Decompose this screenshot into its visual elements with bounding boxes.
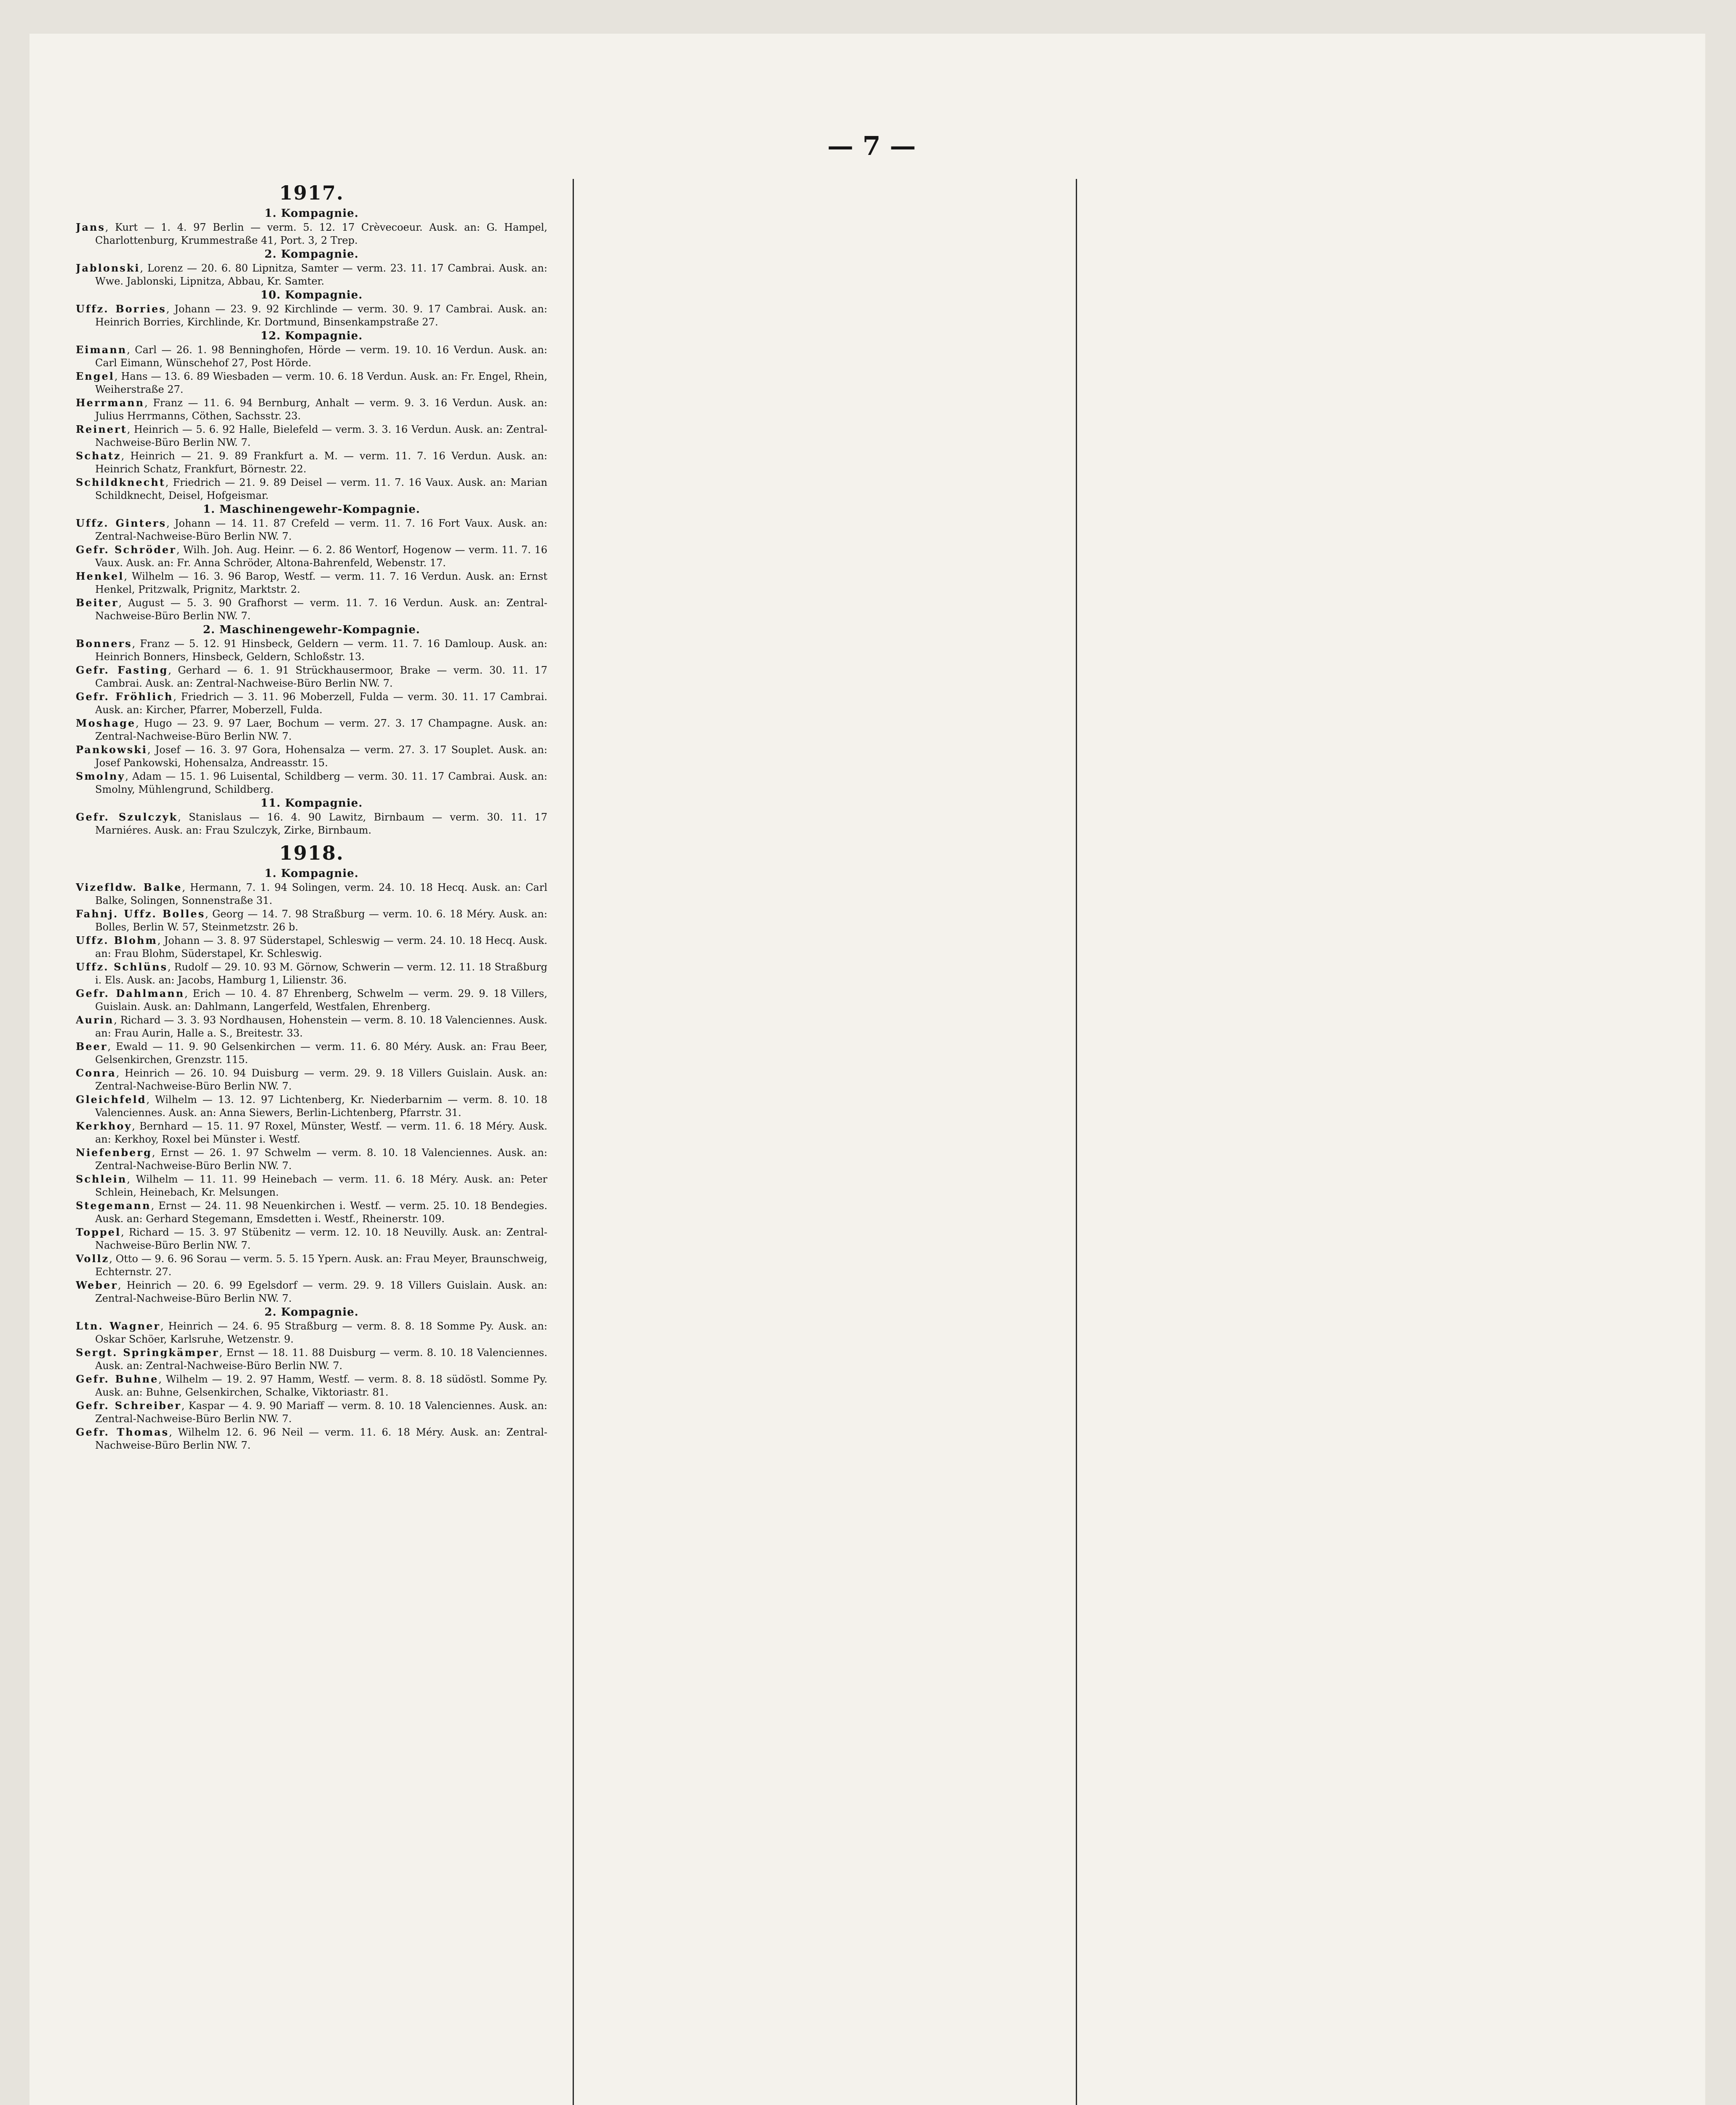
entry-details: , Franz — 11. 6. 94 Bernburg, Anhalt — verm. 9. 3. 16 Verdun. Ausk. an: Julius Herrmanns, Cöthen, Sachsstr. 23. — [95, 397, 547, 422]
entry-details: , Wilhelm — 19. 2. 97 Hamm, Westf. — verm. 8. 8. 18 südöstl. Somme Py. Ausk. an: Buhne, Gelsenkirchen, Schalke, Viktoriastr. 81. — [95, 1373, 547, 1398]
casualty-entry — [76, 1199, 547, 1226]
entry-details: , Richard — 15. 3. 97 Stübenitz — verm. 12. 10. 18 Neuvilly. Ausk. an: Zentral-Nachweise-Büro Berlin NW. 7. — [95, 1226, 547, 1251]
entry-name: Gefr. Schröder — [76, 544, 176, 556]
entry-details: , Wilhelm — 16. 3. 96 Barop, Westf. — verm. 11. 7. 16 Verdun. Ausk. an: Ernst Henkel, Pritzwalk, Prignitz, Marktstr. 2. — [95, 570, 547, 595]
entry-name: Jans — [76, 221, 105, 233]
entry-details: , Erich — 10. 4. 87 Ehrenberg, Schwelm — verm. 29. 9. 18 Villers, Guislain. Ausk. an: Dahlmann, Langerfeld, Westfalen, Ehrenberg. — [95, 988, 547, 1013]
casualty-entry — [76, 1252, 547, 1279]
entry-name: Gefr. Thomas — [76, 1426, 169, 1438]
company-heading: 10. Kompagnie. — [260, 289, 363, 301]
entry-name: Weber — [76, 1279, 118, 1291]
company-heading: 1. Maschinengewehr-Kompagnie. — [203, 503, 420, 516]
company-heading: 11. Kompagnie. — [260, 797, 363, 810]
casualty-entry — [76, 370, 547, 396]
entry-details: , Friedrich — 3. 11. 96 Moberzell, Fulda — verm. 30. 11. 17 Cambrai. Ausk. an: Kircher, Pfarrer, Moberzell, Fulda. — [95, 691, 547, 716]
casualty-entry — [76, 449, 547, 476]
entry-name: Aurin — [76, 1014, 114, 1026]
casualty-entry — [76, 517, 547, 543]
entry-details: , Wilh. Joh. Aug. Heinr. — 6. 2. 86 Wentorf, Hogenow — verm. 11. 7. 16 Vaux. Ausk. an: Fr. Anna Schröder, Altona-Bahrenfeld, Webenstr. 17. — [95, 544, 547, 569]
entry-details: , Stanislaus — 16. 4. 90 Lawitz, Birnbaum — verm. 30. 11. 17 Marniéres. Ausk. an: Frau Szulczyk, Zirke, Birnbaum. — [95, 811, 547, 836]
casualty-entry — [76, 1093, 547, 1119]
page-number: — 7 — — [827, 131, 916, 161]
casualty-entry — [76, 1372, 547, 1399]
entry-name: Vizefldw. Balke — [76, 881, 182, 893]
casualty-entry — [76, 570, 547, 596]
entry-details: , Friedrich — 21. 9. 89 Deisel — verm. 11. 7. 16 Vaux. Ausk. an: Marian Schildknecht, Deisel, Hofgeismar. — [95, 477, 547, 501]
casualty-entry — [76, 423, 547, 449]
entry-details: , Ewald — 11. 9. 90 Gelsenkirchen — verm. 11. 6. 80 Méry. Ausk. an: Frau Beer, Gelsenkirchen, Grenzstr. 115. — [95, 1041, 547, 1066]
entry-name: Ltn. Wagner — [76, 1320, 160, 1332]
entry-name: Eimann — [76, 344, 127, 356]
company-heading: 2. Kompagnie. — [264, 1306, 359, 1319]
casualty-entry — [76, 987, 547, 1013]
casualty-entry — [76, 770, 547, 796]
entry-name: Schlein — [76, 1173, 127, 1185]
entry-name: Pankowski — [76, 743, 147, 756]
entry-details: , Heinrich — 20. 6. 99 Egelsdorf — verm. 29. 9. 18 Villers Guislain. Ausk. an: Zentral-Nachweise-Büro Berlin NW. 7. — [95, 1279, 547, 1304]
entry-details: , Heinrich — 24. 6. 95 Straßburg — verm. 8. 8. 18 Somme Py. Ausk. an: Oskar Schöer, Karlsruhe, Wetzenstr. 9. — [95, 1320, 547, 1345]
entry-name: Gleichfeld — [76, 1093, 147, 1106]
entry-name: Vollz — [76, 1252, 109, 1265]
entry-name: Conra — [76, 1067, 116, 1079]
entry-details: , Wilhelm — 13. 12. 97 Lichtenberg, Kr. Niederbarnim — verm. 8. 10. 18 Valenciennes. Ausk. an: Anna Siewers, Berlin-Lichtenberg, Pfarrstr. 31. — [95, 1094, 547, 1119]
column-1 — [76, 177, 547, 2105]
casualty-entry — [76, 1066, 547, 1093]
newspaper-page — [29, 34, 1705, 2105]
casualty-entry — [76, 1040, 547, 1066]
entry-details: , Wilhelm — 11. 11. 99 Heinebach — verm. 11. 6. 18 Méry. Ausk. an: Peter Schlein, Heinebach, Kr. Melsungen. — [95, 1173, 547, 1198]
casualty-entry — [76, 596, 547, 623]
casualty-entry — [76, 637, 547, 663]
casualty-entry — [76, 960, 547, 987]
casualty-entry — [76, 543, 547, 570]
casualty-entry — [76, 302, 547, 329]
entry-details: , Otto — 9. 6. 96 Sorau — verm. 5. 5. 15 Ypern. Ausk. an: Frau Meyer, Braunschweig, Echternstr. 27. — [95, 1253, 547, 1278]
casualty-entry — [76, 261, 547, 288]
casualty-entry — [76, 690, 547, 717]
entry-name: Gefr. Dahlmann — [76, 987, 185, 999]
company-heading: 2. Kompagnie. — [264, 248, 359, 261]
entry-name: Smolny — [76, 770, 125, 782]
casualty-entry — [76, 343, 547, 370]
company-heading: 1. Kompagnie. — [264, 207, 359, 220]
entry-details: , Hermann, 7. 1. 94 Solingen, verm. 24. 10. 18 Hecq. Ausk. an: Carl Balke, Solingen, Sonnenstraße 31. — [95, 882, 547, 906]
entry-details: , Lorenz — 20. 6. 80 Lipnitza, Samter — verm. 23. 11. 17 Cambrai. Ausk. an: Wwe. Jablonski, Lipnitza, Abbau, Kr. Samter. — [95, 262, 547, 287]
casualty-entry — [76, 1399, 547, 1426]
entry-name: Jablonski — [76, 262, 140, 274]
casualty-entry — [76, 396, 547, 423]
entry-name: Beer — [76, 1040, 108, 1052]
entry-name: Toppel — [76, 1226, 121, 1238]
entry-details: , Bernhard — 15. 11. 97 Roxel, Münster, Westf. — verm. 11. 6. 18 Méry. Ausk. an: Kerkhoy, Roxel bei Münster i. Westf. — [95, 1120, 547, 1145]
entry-name: Niefenberg — [76, 1146, 152, 1159]
casualty-entry — [76, 743, 547, 770]
entry-details: , Franz — 5. 12. 91 Hinsbeck, Geldern — verm. 11. 7. 16 Damloup. Ausk. an: Heinrich Bonners, Hinsbeck, Geldern, Schloßstr. 13. — [95, 638, 547, 663]
entry-name: Uffz. Borries — [76, 303, 166, 315]
entry-details: , Gerhard — 6. 1. 91 Strückhausermoor, Brake — verm. 30. 11. 17 Cambrai. Ausk. an: Zentral-Nachweise-Büro Berlin NW. 7. — [95, 664, 547, 689]
entry-details: , Johann — 23. 9. 92 Kirchlinde — verm. 30. 9. 17 Cambrai. Ausk. an: Heinrich Borries, Kirchlinde, Kr. Dortmund, Binsenkampstraße 27. — [95, 303, 547, 328]
entry-name: Sergt. Springkämper — [76, 1346, 219, 1359]
entry-name: Engel — [76, 370, 115, 382]
entry-details: , Georg — 14. 7. 98 Straßburg — verm. 10. 6. 18 Méry. Ausk. an: Bolles, Berlin W. 57, Steinmetzstr. 26 b. — [95, 908, 547, 933]
entry-name: Schildknecht — [76, 476, 165, 488]
entry-name: Bonners — [76, 637, 132, 650]
entry-details: , Carl — 26. 1. 98 Benninghofen, Hörde — verm. 19. 10. 16 Verdun. Ausk. an: Carl Eimann, Wünschehof 27, Post Hörde. — [95, 344, 547, 369]
entry-name: Henkel — [76, 570, 124, 582]
casualty-entry — [76, 663, 547, 690]
casualty-entry — [76, 221, 547, 247]
entry-name: Gefr. Szulczyk — [76, 811, 178, 823]
casualty-entry — [76, 1226, 547, 1252]
entry-name: Uffz. Schlüns — [76, 961, 168, 973]
entry-details: , Ernst — 18. 11. 88 Duisburg — verm. 8. 10. 18 Valenciennes. Ausk. an: Zentral-Nachweise-Büro Berlin NW. 7. — [95, 1347, 547, 1372]
entry-name: Uffz. Ginters — [76, 517, 167, 529]
entry-details: , Adam — 15. 1. 96 Luisental, Schildberg — verm. 30. 11. 17 Cambrai. Ausk. an: Smolny, Mühlengrund, Schildberg. — [95, 770, 547, 795]
casualty-entry — [76, 476, 547, 502]
casualty-entry — [76, 810, 547, 837]
entry-name: Uffz. Blohm — [76, 934, 157, 946]
entry-details: , Heinrich — 26. 10. 94 Duisburg — verm. 29. 9. 18 Villers Guislain. Ausk. an: Zentral-Nachweise-Büro Berlin NW. 7. — [95, 1067, 547, 1092]
entry-name: Kerkhoy — [76, 1120, 132, 1132]
entry-name: Beiter — [76, 597, 119, 609]
casualty-entry — [76, 1119, 547, 1146]
entry-details: , Wilhelm 12. 6. 96 Neil — verm. 11. 6. 18 Méry. Ausk. an: Zentral-Nachweise-Büro Berlin NW. 7. — [95, 1426, 547, 1451]
casualty-entry — [76, 907, 547, 934]
company-heading: 2. Maschinengewehr-Kompagnie. — [203, 624, 420, 636]
entry-name: Gefr. Buhne — [76, 1373, 159, 1385]
entry-details: , August — 5. 3. 90 Grafhorst — verm. 11. 7. 16 Verdun. Ausk. an: Zentral-Nachweise-Büro Berlin NW. 7. — [95, 597, 547, 622]
casualty-entry — [76, 1013, 547, 1040]
year-heading: 1917. — [279, 181, 344, 204]
entry-details: , Kurt — 1. 4. 97 Berlin — verm. 5. 12. 17 Crèvecoeur. Ausk. an: G. Hampel, Charlottenburg, Krummestraße 41, Port. 3, 2 Trep. — [95, 221, 547, 246]
entry-name: Schatz — [76, 450, 121, 462]
column-divider — [573, 179, 574, 2105]
entry-details: , Rudolf — 29. 10. 93 M. Görnow, Schwerin — verm. 12. 11. 18 Straßburg i. Els. Ausk. an: Jacobs, Hamburg 1, Lilienstr. 36. — [95, 961, 547, 986]
entry-details: , Hugo — 23. 9. 97 Laer, Bochum — verm. 27. 3. 17 Champagne. Ausk. an: Zentral-Nachweise-Büro Berlin NW. 7. — [95, 717, 547, 742]
entry-details: , Heinrich — 5. 6. 92 Halle, Bielefeld — verm. 3. 3. 16 Verdun. Ausk. an: Zentral-Nachweise-Büro Berlin NW. 7. — [95, 424, 547, 448]
casualty-entry — [76, 1279, 547, 1305]
entry-details: , Hans — 13. 6. 89 Wiesbaden — verm. 10. 6. 18 Verdun. Ausk. an: Fr. Engel, Rhein, Weiherstraße 27. — [95, 370, 547, 395]
casualty-entry — [76, 1319, 547, 1346]
casualty-entry — [76, 934, 547, 960]
entry-details: , Johann — 14. 11. 87 Crefeld — verm. 11. 7. 16 Fort Vaux. Ausk. an: Zentral-Nachweise-Büro Berlin NW. 7. — [95, 517, 547, 542]
casualty-entry — [76, 1172, 547, 1199]
entry-name: Gefr. Schreiber — [76, 1399, 181, 1412]
casualty-entry — [76, 1346, 547, 1372]
entry-details: , Johann — 3. 8. 97 Süderstapel, Schleswig — verm. 24. 10. 18 Hecq. Ausk. an: Frau Blohm, Süderstapel, Kr. Schleswig. — [95, 935, 547, 959]
entry-name: Gefr. Fasting — [76, 664, 168, 676]
entry-name: Reinert — [76, 423, 127, 435]
entry-name: Herrmann — [76, 397, 145, 409]
casualty-entry — [76, 881, 547, 907]
entry-name: Fahnj. Uffz. Bolles — [76, 908, 205, 920]
casualty-entry — [76, 717, 547, 743]
entry-details: , Kaspar — 4. 9. 90 Mariaff — verm. 8. 10. 18 Valenciennes. Ausk. an: Zentral-Nachweise-Büro Berlin NW. 7. — [95, 1400, 547, 1425]
entry-details: , Ernst — 26. 1. 97 Schwelm — verm. 8. 10. 18 Valenciennes. Ausk. an: Zentral-Nachweise-Büro Berlin NW. 7. — [95, 1147, 547, 1172]
entry-details: , Ernst — 24. 11. 98 Neuenkirchen i. Westf. — verm. 25. 10. 18 Bendegies. Ausk. an: Gerhard Stegemann, Emsdetten i. Westf., Rheinerstr. 109. — [95, 1200, 547, 1225]
entry-details: , Josef — 16. 3. 97 Gora, Hohensalza — verm. 27. 3. 17 Souplet. Ausk. an: Josef Pankowski, Hohensalza, Andreasstr. 15. — [95, 744, 547, 769]
entry-details: , Richard — 3. 3. 93 Nordhausen, Hohenstein — verm. 8. 10. 18 Valenciennes. Ausk. an: Frau Aurin, Halle a. S., Breitestr. 33. — [95, 1014, 547, 1039]
entry-details: , Heinrich — 21. 9. 89 Frankfurt a. M. — verm. 11. 7. 16 Verdun. Ausk. an: Heinrich Schatz, Frankfurt, Börnestr. 22. — [95, 450, 547, 475]
company-heading: 1. Kompagnie. — [264, 867, 359, 880]
entry-name: Stegemann — [76, 1199, 151, 1212]
year-heading: 1918. — [279, 842, 344, 864]
entry-name: Gefr. Fröhlich — [76, 690, 173, 703]
column-divider — [1076, 179, 1077, 2105]
casualty-entry — [76, 1146, 547, 1172]
casualty-entry — [76, 1426, 547, 1452]
company-heading: 12. Kompagnie. — [260, 330, 363, 342]
entry-name: Moshage — [76, 717, 136, 729]
